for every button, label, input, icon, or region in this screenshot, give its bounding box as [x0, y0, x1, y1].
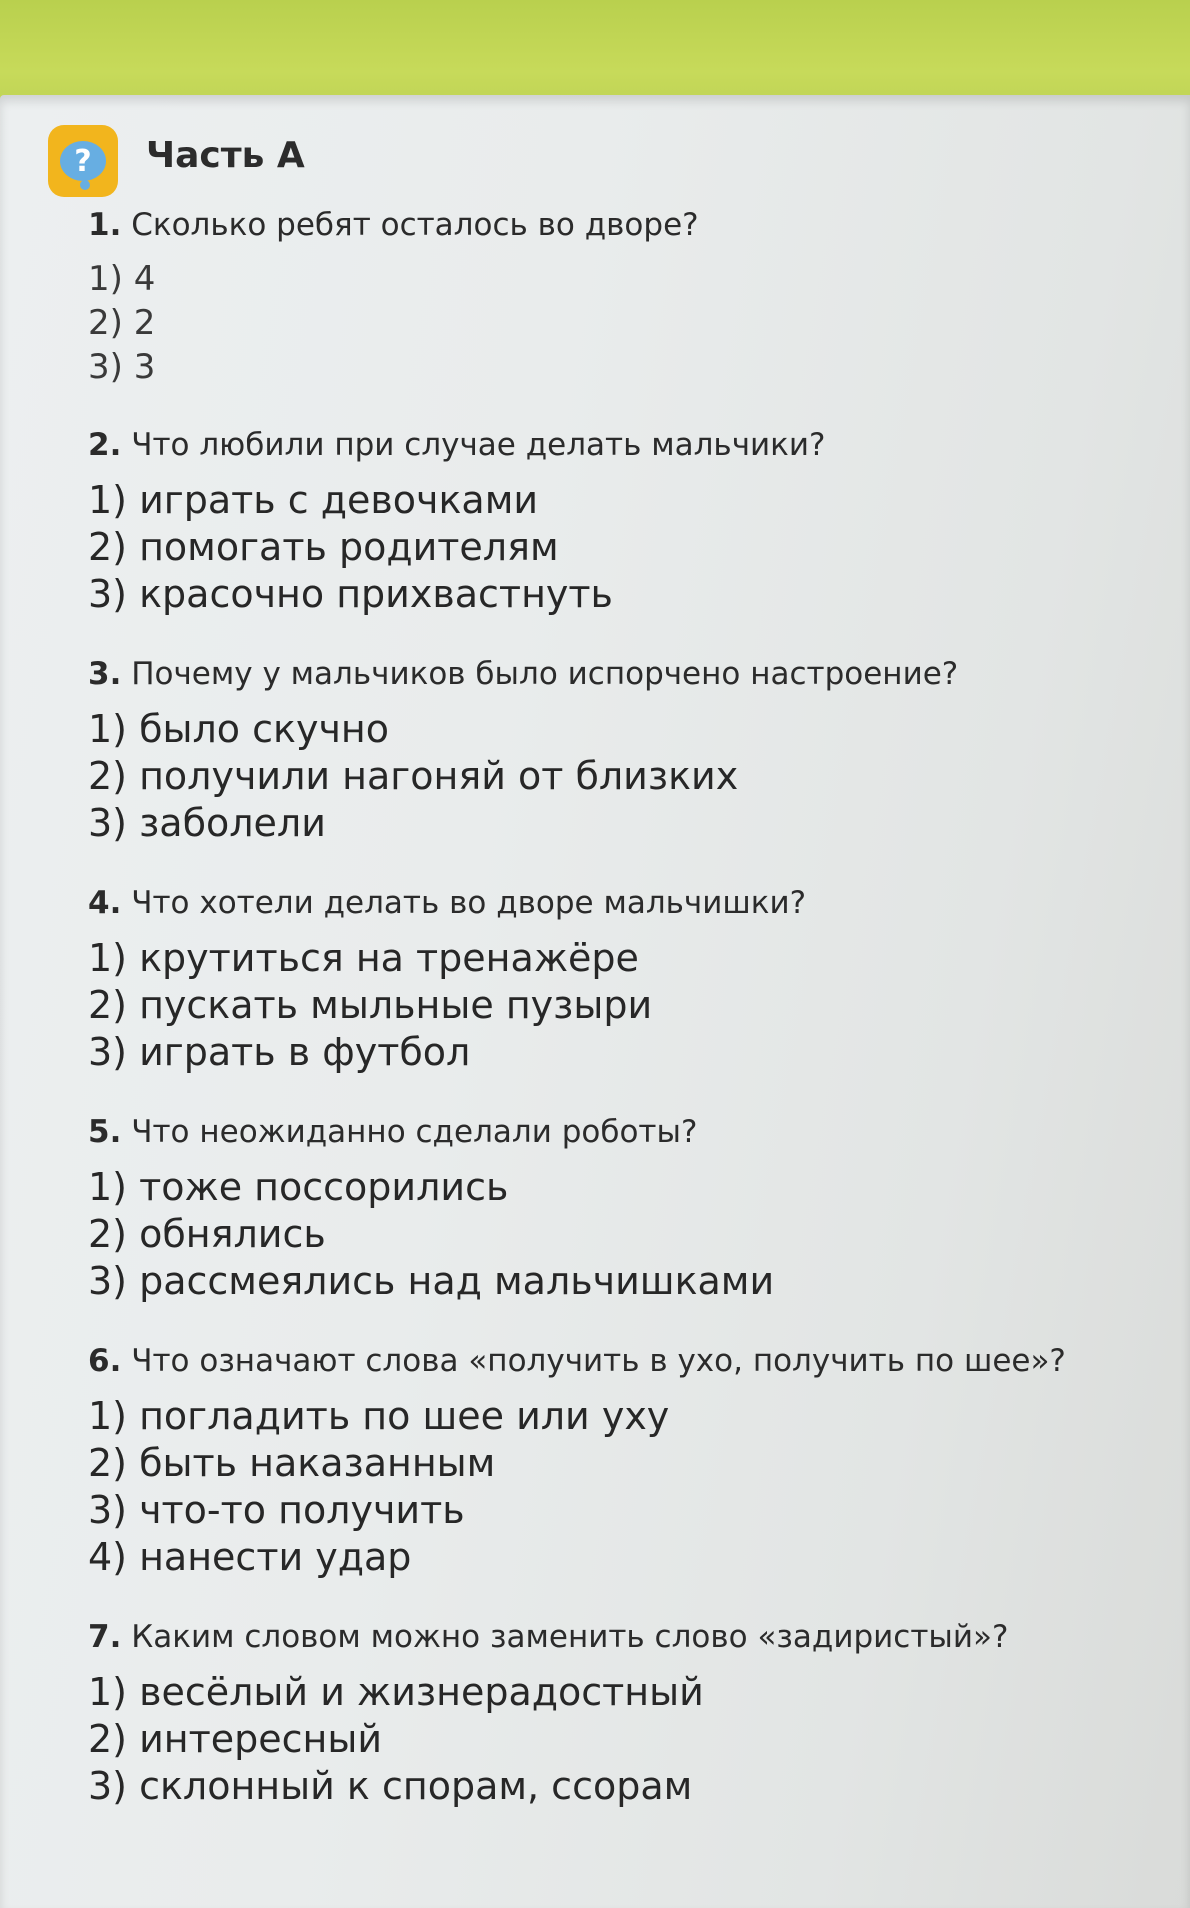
answer-option[interactable]: 1) весёлый и жизнерадостный: [88, 1670, 704, 1714]
answer-options: [88, 257, 1178, 389]
answer-option[interactable]: 2) интересный: [88, 1717, 383, 1761]
question-prompt: Что неожиданно сделали роботы?: [131, 1114, 698, 1150]
answer-option[interactable]: 3) играть в футбол: [88, 1030, 471, 1074]
question-prompt: Каким словом можно заменить слово «задиристый»?: [131, 1619, 1009, 1655]
question-prompt: Что означают слова «получить в ухо, получить по шее»?: [131, 1343, 1066, 1379]
question-3: [88, 654, 1178, 847]
answer-option[interactable]: 3) красочно прихвастнуть: [88, 572, 613, 616]
question-text: [88, 1341, 1178, 1381]
answer-option[interactable]: 2) получили нагоняй от близких: [88, 754, 739, 798]
answer-option[interactable]: 1) 4: [88, 259, 156, 299]
answer-option[interactable]: 4) нанести удар: [88, 1535, 412, 1579]
question-6: [88, 1341, 1178, 1581]
question-prompt: Что хотели делать во дворе мальчишки?: [131, 885, 807, 921]
question-number: 1.: [88, 207, 122, 243]
question-number: 4.: [88, 885, 122, 921]
question-text: [88, 425, 1178, 465]
answer-options: [88, 1669, 1178, 1810]
question-4: [88, 883, 1178, 1076]
question-text: [88, 205, 1178, 245]
answer-option[interactable]: 1) крутиться на тренажёре: [88, 936, 639, 980]
answer-option[interactable]: 3) заболели: [88, 801, 326, 845]
question-text: [88, 1112, 1178, 1152]
question-bubble-icon: [48, 125, 118, 197]
answer-option[interactable]: 3) рассмеялись над мальчишками: [88, 1259, 775, 1303]
question-text: [88, 1617, 1178, 1657]
answer-options: [88, 1164, 1178, 1305]
answer-options: [88, 477, 1178, 618]
question-number: 6.: [88, 1343, 122, 1379]
question-number: 7.: [88, 1619, 122, 1655]
answer-option[interactable]: 1) погладить по шее или уху: [88, 1394, 670, 1438]
answer-options: [88, 1393, 1178, 1581]
question-prompt: Что любили при случае делать мальчики?: [131, 427, 826, 463]
answer-option[interactable]: 1) было скучно: [88, 707, 390, 751]
answer-options: [88, 935, 1178, 1076]
question-5: [88, 1112, 1178, 1305]
question-1: [88, 205, 1178, 389]
answer-option[interactable]: 2) пускать мыльные пузыри: [88, 983, 653, 1027]
answer-option[interactable]: 2) помогать родителям: [88, 525, 559, 569]
question-text: [88, 654, 1178, 694]
question-mark-glyph: ?: [60, 141, 106, 181]
answer-option[interactable]: 2) 2: [88, 303, 156, 343]
answer-option[interactable]: 2) обнялись: [88, 1212, 326, 1256]
question-prompt: Почему у мальчиков было испорчено настроение?: [131, 656, 959, 692]
answer-option[interactable]: 3) 3: [88, 347, 156, 387]
question-7: [88, 1617, 1178, 1810]
question-text: [88, 883, 1178, 923]
question-number: 2.: [88, 427, 122, 463]
answer-options: [88, 706, 1178, 847]
question-prompt: Сколько ребят осталось во дворе?: [131, 207, 699, 243]
question-number: 5.: [88, 1114, 122, 1150]
section-header: [48, 125, 305, 197]
answer-option[interactable]: 2) быть наказанным: [88, 1441, 496, 1485]
answer-option[interactable]: 1) играть с девочками: [88, 478, 539, 522]
answer-option[interactable]: 3) склонный к спорам, ссорам: [88, 1764, 693, 1808]
section-title: Часть А: [146, 134, 305, 176]
question-number: 3.: [88, 656, 122, 692]
answer-option[interactable]: 1) тоже поссорились: [88, 1165, 509, 1209]
answer-option[interactable]: 3) что-то получить: [88, 1488, 465, 1532]
questions-list: [88, 205, 1178, 1846]
question-2: [88, 425, 1178, 618]
